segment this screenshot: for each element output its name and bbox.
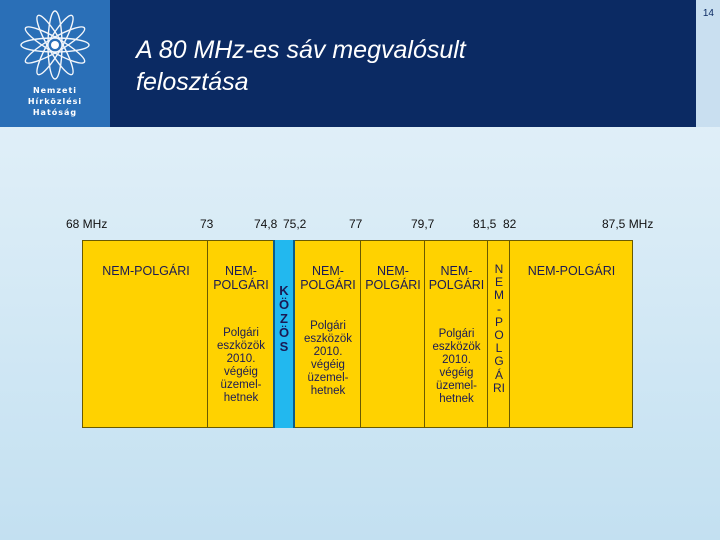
band-note: Polgári eszközök 2010. végéig üzemel- hetnek [217,327,265,404]
page-number: 14 [702,8,714,19]
freq-tick: 79,7 [411,217,435,231]
freq-tick: 74,8 [254,217,278,231]
freq-tick: 81,5 [473,217,497,231]
band-label: NEM- POLGÁRI [300,264,356,292]
freq-tick: 75,2 [283,217,307,231]
band-label: NEM- POLGÁRI [365,264,421,292]
band-label: NEM-POLGÁRI [527,264,616,278]
header-side-strip [696,0,720,127]
band-note: Polgári eszközök 2010. végéig üzemel- hetnek [432,328,481,405]
freq-tick: 68 MHz [66,217,108,231]
freq-tick: 73 [200,217,214,231]
authority-logo [0,0,110,127]
freq-tick: 77 [349,217,363,231]
band-label-vertical: K Ö Z Ö S [278,283,290,354]
logo-text-line3: Hatóság [32,108,78,117]
logo-text-line2: Hírközlési [27,97,83,106]
freq-tick: 82 [503,217,517,231]
freq-tick: 87,5 MHz [602,217,654,231]
star-emblem-icon [18,8,92,82]
band-label: NEM-POLGÁRI [102,264,190,278]
logo-text-line1: Nemzeti [32,86,78,95]
band-note: Polgári eszközök 2010. végéig üzemel- hetnek [304,320,352,397]
band-label: NEM- POLGÁRI [213,264,269,292]
slide-title [136,34,466,98]
band-label: NEM- POLGÁRI [428,264,485,292]
slide-title-line2: felosztása [136,68,249,96]
band-label-vertical: N E M - P O L G Á RI [493,262,505,395]
slide-title-line1: A 80 MHz-es sáv megvalósult [136,36,466,64]
